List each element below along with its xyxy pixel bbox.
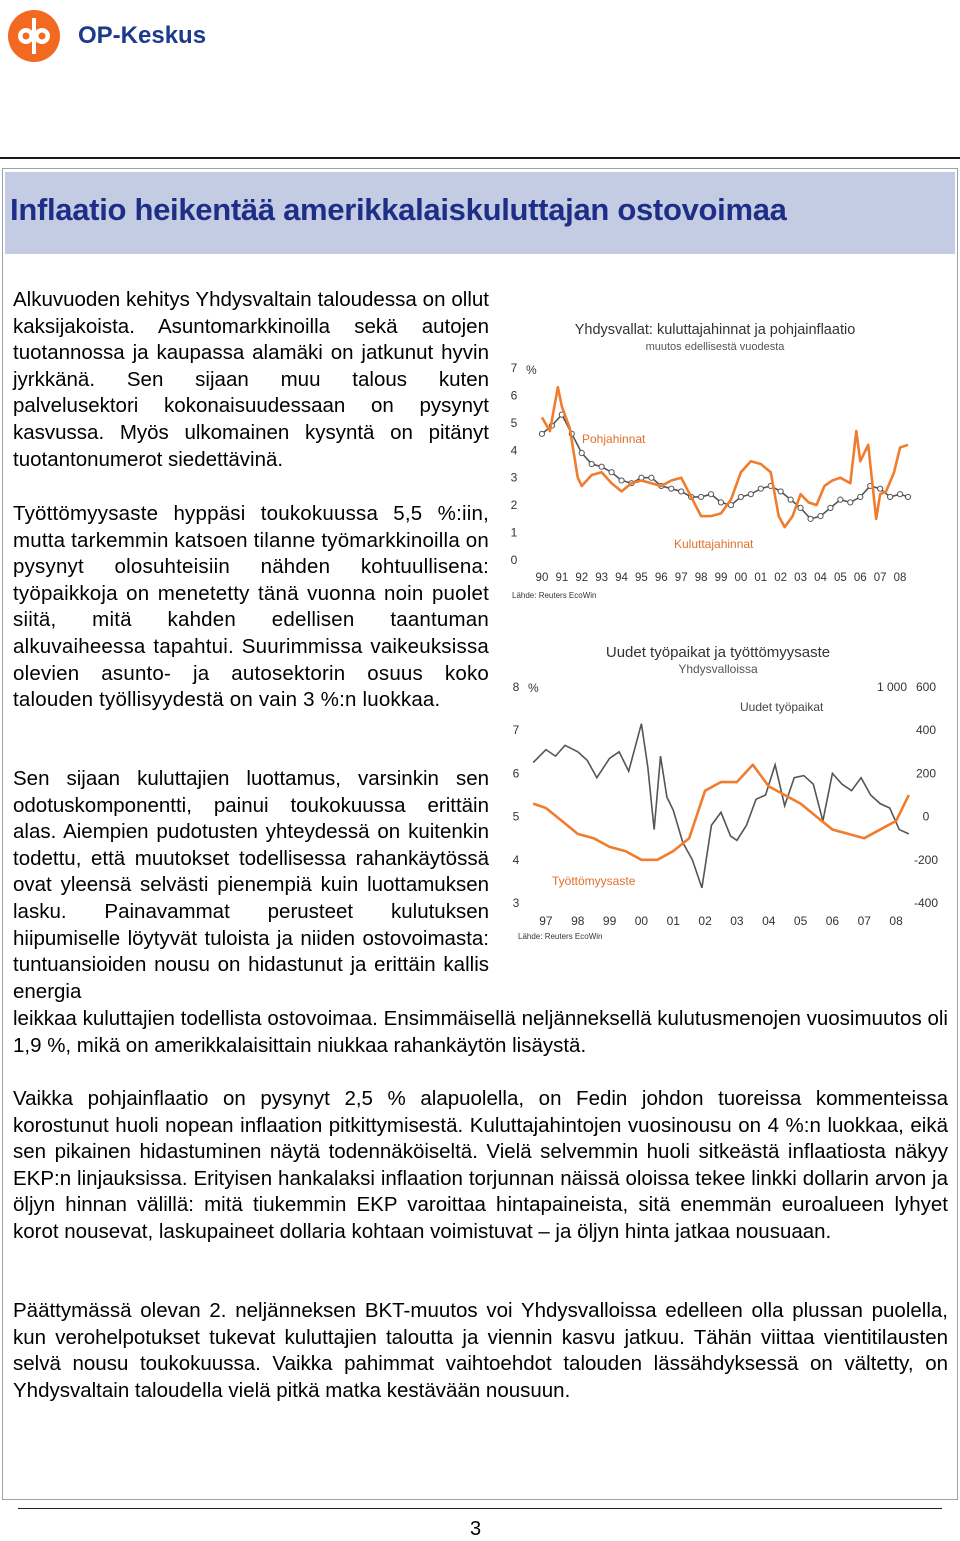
chart1-point-pohjahinnat <box>609 470 614 475</box>
chart2-ytick-left: 7 <box>512 723 520 738</box>
chart2-xtick: 08 <box>889 914 903 928</box>
paragraph-1: Alkuvuoden kehitys Yhdysvaltain taloudessa on ollut kaksijakoista. Asuntomarkkinoilla sekä autojen tuotannossa ja kaupassa alamäki on jatkunut hyvin jyrkkänä. Sen sijaan muu talous kuten palvelusektori kokonaisuudessaan on pysynyt kasvussa. Myös ulkomainen kysyntä on pitänyt tuotantonumerot siedettävinä. <box>13 288 489 471</box>
chart1-xtick: 00 <box>734 572 748 584</box>
chart2-ytick-right: 600 <box>915 680 937 694</box>
chart2-xtick: 97 <box>539 914 553 928</box>
chart1-xtick: 01 <box>754 572 768 584</box>
chart2-ytick-left: 6 <box>512 766 520 781</box>
chart1-xtick: 91 <box>555 572 569 584</box>
chart1-point-pohjahinnat <box>788 497 793 502</box>
chart1-point-pohjahinnat <box>858 494 863 499</box>
org-name: OP-Keskus <box>78 22 207 49</box>
chart1-point-pohjahinnat <box>599 464 604 469</box>
paragraph-3-continued: leikkaa kuluttajien todellista ostovoimaa. Ensimmäisellä neljänneksellä kulutusmenojen vuosimuutos oli 1,9 %, mikä on amerikkalaisittain niukkaa rahankäytön lisäystä. <box>13 1007 948 1057</box>
chart1-point-pohjahinnat <box>808 516 813 521</box>
chart2-ytick-right: -400 <box>913 896 939 910</box>
chart1-point-pohjahinnat <box>738 494 743 499</box>
header-divider <box>0 157 960 159</box>
chart1-title: Yhdysvallat: kuluttajahinnat ja pohjainflaatio <box>574 322 856 338</box>
chart1-xtick: 04 <box>814 572 827 584</box>
chart2-ytick-right: 0 <box>922 809 930 824</box>
chart1-ytick: 5 <box>510 415 518 430</box>
chart1-xtick: 08 <box>893 572 907 584</box>
chart1-xtick: 93 <box>595 572 609 584</box>
chart1-xtick: 92 <box>575 572 589 584</box>
paragraph-2: Työttömyysaste hyppäsi toukokuussa 5,5 %:iin, mutta tarkemmin katsoen tilanne työmarkkinoilla on pysynyt olosuhteisiin nähden kohtuullisena: työpaikkoja on menetetty tänä vuonna noin puolet siitä, mitä kahden edellisen taantuman alkuvaiheessa tapahtui. Suurimmissa vaikeuksissa olevien asunto- ja autosektorin osuus koko talouden työllisyydestä on vain 3 %:n luokkaa. <box>13 502 490 712</box>
chart1-point-pohjahinnat <box>718 500 723 505</box>
chart2-xtick: 01 <box>666 914 680 928</box>
chart1-xtick: 02 <box>774 572 788 584</box>
chart1-point-pohjahinnat <box>878 486 883 491</box>
chart1-xtick: 03 <box>794 572 807 584</box>
chart1-point-pohjahinnat <box>758 486 763 491</box>
chart2-series-label-uudet: Uudet työpaikat <box>740 700 824 714</box>
chart2-xtick: 98 <box>571 914 585 928</box>
chart2-series-label-tyottomyys: Työttömyysaste <box>552 874 636 888</box>
chart2-line-uudet-tyopaikat <box>533 724 909 888</box>
chart1-point-pohjahinnat <box>888 494 893 499</box>
chart1-series-label-pohjahinnat: Pohjahinnat <box>582 432 646 446</box>
chart2-xtick: 05 <box>793 914 808 928</box>
chart1-point-pohjahinnat <box>818 514 823 519</box>
page-number: 3 <box>470 1518 482 1540</box>
paragraph-3: Sen sijaan kuluttajien luottamus, varsinkin sen odotuskomponentti, painui toukokuussa erittäin alas. Aiempien pudotusten yhteydessä on kuitenkin todettu, että muutokset todellisessa rahankäytössä ovat yleensä selvästi pienempiä kuin luottamuksen lasku. Painavammat perusteet kulutuksen hiipumiselle löytyvät tuloista ja niiden ostovoimasta: tuntuansioiden nousu on hidastunut ja erittäin kallis energia <box>13 767 489 1003</box>
chart1-point-pohjahinnat <box>589 461 594 466</box>
chart1-ytick: 4 <box>510 443 518 458</box>
chart2-xtick: 03 <box>730 914 744 928</box>
chart1-point-pohjahinnat <box>848 500 853 505</box>
chart2-xtick: 06 <box>825 914 840 928</box>
chart2-ytick-left: 4 <box>512 852 520 867</box>
chart2-xtick: 99 <box>602 914 617 928</box>
chart2-title: Uudet työpaikat ja työttömyysaste <box>605 644 831 661</box>
chart1-ytick: 1 <box>510 525 518 540</box>
jobs-chart <box>500 635 950 945</box>
chart1-ytick: 0 <box>510 553 518 567</box>
chart1-xtick: 98 <box>694 572 708 584</box>
chart1-line-kuluttajahinnat <box>542 387 908 527</box>
chart1-point-pohjahinnat <box>708 492 713 497</box>
chart1-ytick: 3 <box>510 470 518 485</box>
chart1-xtick: 94 <box>615 572 628 584</box>
footer-divider <box>18 1508 942 1509</box>
chart1-point-pohjahinnat <box>619 478 624 483</box>
chart1-xtick: 96 <box>654 572 668 584</box>
page-title: Inflaatio heikentää amerikkalaiskuluttajan ostovoimaa <box>10 192 787 227</box>
chart1-point-pohjahinnat <box>828 505 833 510</box>
chart1-point-pohjahinnat <box>778 489 783 494</box>
chart2-xtick: 07 <box>857 914 871 928</box>
chart2-ytick-left: 5 <box>512 809 520 824</box>
chart1-xtick: 97 <box>674 572 688 584</box>
chart2-ytick-right: 400 <box>915 723 937 738</box>
chart2-ytick-right: -200 <box>913 852 939 867</box>
chart1-point-pohjahinnat <box>669 486 674 491</box>
chart2-subtitle: Yhdysvalloissa <box>678 662 758 676</box>
chart1-point-pohjahinnat <box>838 497 843 502</box>
op-logo <box>6 8 66 64</box>
chart1-point-pohjahinnat <box>905 494 910 499</box>
chart1-ytick: 6 <box>510 388 518 403</box>
chart2-xtick: 02 <box>698 914 712 928</box>
chart1-point-pohjahinnat <box>649 475 654 480</box>
chart1-xtick: 06 <box>853 572 867 584</box>
chart1-point-pohjahinnat <box>748 492 753 497</box>
chart2-ylabel-left: % <box>528 681 539 695</box>
chart1-point-pohjahinnat <box>579 450 584 455</box>
chart1-point-pohjahinnat <box>699 494 704 499</box>
chart1-xtick: 99 <box>714 572 728 584</box>
chart1-point-pohjahinnat <box>897 492 902 497</box>
chart1-point-pohjahinnat <box>798 505 803 510</box>
chart1-ytick: 7 <box>510 361 518 375</box>
chart1-ylabel: % <box>526 363 537 377</box>
chart2-ytick-left: 8 <box>512 680 520 694</box>
chart1-source: Lähde: Reuters EcoWin <box>512 591 597 600</box>
chart2-xtick: 04 <box>762 914 776 928</box>
chart1-point-pohjahinnat <box>679 489 684 494</box>
chart2-ytick-left: 3 <box>512 896 520 910</box>
chart1-subtitle: muutos edellisestä vuodesta <box>645 341 785 353</box>
paragraph-4: Vaikka pohjainflaatio on pysynyt 2,5 % alapuolella, on Fedin johdon tuoreissa kommenteissa korostunut huoli nopean inflaation pitkittymisestä. Kuluttajahintojen vuosinousu on 4 %:n luokkaa, eikä sen pikainen hidastuminen näytä todennäköiseltä. Vielä selvemmin huoli sitkeästä inflaatiosta näkyy EKP:n linjauksissa. Erityisen hankalaksi inflaation torjunnan näissä oloissa tekee linkki dollarin arvon ja öljyn hinnan välillä: mitä tiukemmin EKP varoittaa hintapaineista, sitä enemmän euroalueen lyhyet korot nousevat, laskupaineet dollaria kohtaan voimistuvat – ja öljyn hinta jatkaa nousuaan. <box>13 1087 948 1243</box>
chart1-xtick: 95 <box>635 572 648 584</box>
chart2-xtick: 00 <box>634 914 649 928</box>
chart1-series-label-kuluttajahinnat: Kuluttajahinnat <box>674 537 754 551</box>
chart1-xtick: 07 <box>873 572 887 584</box>
paragraph-5: Päättymässä olevan 2. neljänneksen BKT-muutos voi Yhdysvalloissa edelleen olla plussan puolella, kun verohelpotukset tukevat kuluttajien taloutta ja viennin kasvu jatkuu. Tähän viittaa vientitilausten selvä nousu toukokuussa. Vaikka pahimmat vaihtoehdot talouden lässähdyksessä on vältetty, on Yhdysvaltain taloudella vielä pitkä matka kestävään nousuun. <box>13 1299 948 1402</box>
chart2-ylabel-right: 1 000 <box>876 680 907 694</box>
chart1-xtick: 05 <box>833 572 847 584</box>
chart1-ytick: 2 <box>510 498 518 513</box>
chart1-point-pohjahinnat <box>539 431 544 436</box>
chart1-xtick: 90 <box>535 572 549 584</box>
chart2-source: Lähde: Reuters EcoWin <box>518 932 603 941</box>
chart2-ytick-right: 200 <box>915 766 937 781</box>
inflation-chart <box>500 310 920 605</box>
